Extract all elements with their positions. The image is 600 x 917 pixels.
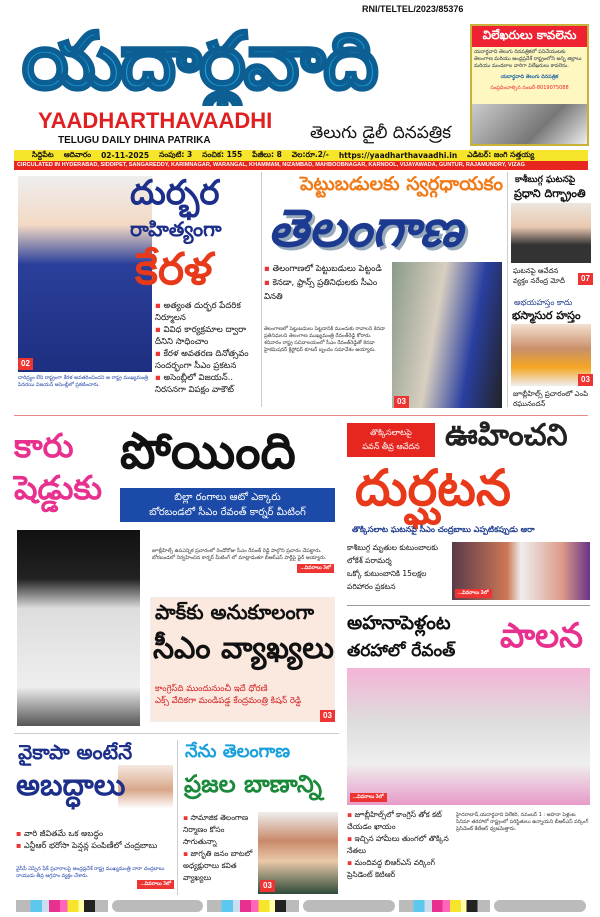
banner-line: బోరబండలో సీఎం రేవంత్ కార్నర్ మీటింగ్ — [149, 507, 306, 518]
grey-bar — [494, 900, 586, 912]
kavitha-bullets — [183, 812, 255, 884]
right-h1a: కాశీబుగ్గ ఘటనపై — [515, 175, 576, 185]
kavitha-headline-1: నేను తెలంగాణ — [185, 741, 291, 762]
bullet: ▪ తెలంగాణలో పెట్టుబడులు పెట్టండి — [264, 262, 388, 276]
ycp-headline-1: వైకాపా అంటేనే — [18, 740, 133, 764]
telangana-kicker: పెట్టుబడులకు స్వర్గధాయకం — [300, 173, 504, 195]
ycp-headline-2: అబద్ధాలు — [16, 768, 126, 803]
more-link[interactable]: ...వివరాలు 3లో — [455, 589, 492, 598]
bullet: ▪ జాగృతి జనం బాటలో అధ్యక్షురాలు కవిత వ్యాఖ్యలు — [183, 848, 255, 884]
volume: సంపుటి: 3 — [159, 150, 193, 159]
rule-headline-1: అహనాపెళ్లంట — [347, 612, 451, 634]
banner-line: బిల్లా రంగాలు ఆటో ఎక్కారు — [174, 492, 281, 503]
tragedy-tag — [347, 423, 435, 457]
place: సిద్దిపేట — [32, 150, 54, 159]
bullet: ఒక్కో కుటుంబానికి 15లక్షల పరిహారం ప్రకటన — [347, 569, 427, 591]
page-ref: 03 — [260, 880, 275, 892]
ad-photo — [472, 104, 587, 144]
divider — [14, 733, 339, 734]
car-headline-left: కారు షెడ్డుకు — [14, 426, 103, 507]
rule-bullets — [347, 809, 451, 881]
day: ఆదివారం — [63, 150, 92, 159]
bullet: ▪ అత్యంత దుర్భర పేదరిక నిర్మూలన — [155, 300, 259, 324]
info-bar — [14, 150, 588, 161]
bullet: ▪ ఎన్టీఆర్ భరోసా పెన్షన్ల పంపిణీలో చంద్రబాబు — [16, 840, 174, 852]
kerala-headline-3: కేరళ — [135, 244, 213, 295]
tragedy-headline-2: దుర్ఘటన — [355, 459, 511, 517]
color-bar — [16, 900, 108, 912]
more-link[interactable]: ...వివరాలు 3లో — [350, 793, 387, 802]
pm-photo — [511, 203, 591, 263]
kerala-headline-1: దుర్భర — [130, 173, 220, 213]
rni-number: RNI/TELTEL/2023/85376 — [362, 4, 464, 14]
brand-name: YAADHARTHAVAADHI — [38, 108, 273, 133]
right-h1b: ప్రధాని దిగ్భ్రాంతి — [514, 187, 586, 200]
website-link[interactable]: https://yaadharthavaadhi.in — [338, 151, 458, 160]
color-bar — [399, 900, 491, 912]
pak-bullets — [155, 683, 318, 707]
right-bullet-1: ఘటనపై ఆవేదన వ్యక్తం నరేంద్ర మోదీ — [513, 267, 565, 285]
price: వెల:రూ.2/- — [291, 150, 329, 159]
kavitha-headline-2: ప్రజల బాణాన్ని — [184, 770, 322, 798]
ycp-article — [16, 866, 174, 889]
car-headline: పోయింది — [120, 422, 296, 480]
bullet: ▪ సామాజిక తెలంగాణ నిర్మాణం కోసం సాగుతున్నా — [183, 812, 255, 848]
print-color-bars — [16, 900, 586, 912]
rally-photo — [17, 530, 140, 726]
ycp-body: వైసీపీ చెప్పిన ఫేక్ ప్రచారాలపై ఆంధ్రప్రదేశ్ రాష్ట్ర ముఖ్యమంత్రి నారా చంద్రబాబు నాయుడు తీవ్ర ఆగ్రహం వ్యక్తం చేశారు. — [16, 866, 165, 879]
bullet: ▪ వివిధ కార్యక్రమాల ద్వారా దీనిని సాధించాం — [155, 324, 259, 348]
section-divider — [14, 415, 588, 416]
ad-body: యదార్థవాది తెలుగు దినపత్రికలో పనిచేయుటకు తెలంగాణ మరియు ఆంధ్రప్రదేశ్ రాష్ట్రంలోని అన్ని జిల్లాలు మరియు మండలాల వారిగా విలేఖరులు కావలెను. — [474, 49, 582, 69]
bullet: ▪ జూబ్లీహిల్స్‌లో కాంగ్రెస్ తోక కట్ చేయడం ఖాయం — [347, 809, 451, 833]
date: 02-11-2025 — [101, 151, 150, 160]
kerala-bullets — [155, 300, 259, 396]
telangana-bullets — [264, 262, 388, 304]
ad-sign: యదార్థవాది తెలుగు దినపత్రిక — [500, 74, 559, 80]
right-h2a: అభయహస్తం కాదు — [514, 298, 573, 307]
telangana-body: తెలంగాణలో పెట్టుబడులు పెట్టడానికి ముందుకు రావాలని కెనడా ప్రతినిధులని తెలంగాణ ముఖ్యమంత్రి రేవంత్‌రెడ్డి కోరారు. శనివారం రాష్ట్ర సచివాలయంలో సీఎం రేవంత్‌రెడ్డితో కెనడా హైకమిషనర్ క్రిస్టోఫర్ కూటర్ బృందం సమావేశం అయ్యారు. — [264, 326, 386, 353]
tag-line: పవన్ తీవ్ర ఆవేదన — [362, 442, 420, 451]
rule-headline-2: తరహాలో రేవంత్ — [347, 641, 456, 661]
tragedy-subhead: తొక్కిసలాట ఘటనపై సీఎం చంద్రబాబు ఎప్పటికప్పుడు ఆరా — [352, 525, 535, 534]
issue: సంచిక: 155 — [202, 150, 243, 159]
bullet: ▪ కెనడా, ఫ్రాన్స్ ప్రతినిధులకు సీఎం వినతి — [264, 276, 388, 304]
cm-meeting-photo — [392, 262, 502, 408]
bullet: ▪ అసెంబ్లీలో విజయన్.. నిరసనగా విపక్షం వాకౌట్ — [155, 372, 259, 396]
tragedy-headline-1: ఊహించని — [445, 418, 568, 453]
ycp-bullets — [16, 828, 174, 852]
grey-bar — [303, 900, 395, 912]
bullet: ▪ వారి జీవితమే ఒక అబద్ధం — [16, 828, 174, 840]
bullet: ఎక్స్ వేదికగా మండిపడ్డ కేంద్రమంత్రి కిషన్ రెడ్డి — [155, 696, 302, 706]
tragedy-bullets — [347, 541, 447, 593]
circulation-bar: CIRCULATED IN HYDERABAD, SIDDIPET, SANGAREDDY, KARIMNAGAR, WARANGAL, KHAMMAM, NIZAMBAD, MAHBOOBNAGAR, KARNOOL, VIJAYAWADA, GUNTUR, RAJAMUNDRY, VIZAG — [14, 161, 588, 170]
divider — [177, 740, 178, 895]
ktr-photo — [347, 668, 590, 805]
newspaper-logo: యదార్థవాది — [22, 18, 377, 106]
bullet: ▪ కేరళ అవతరణ దినోత్సవం సందర్భంగా సీఎం ప్రకటన — [155, 348, 259, 372]
telangana-headline: తెలంగాణ — [268, 199, 463, 259]
rule-headline-3: పాలన — [500, 616, 584, 656]
pak-headline-1: పాక్‌కు అనుకూలంగా — [155, 600, 315, 624]
right-bullet-2: జూబ్లీహిల్స్ ప్రచారంలో ఎంపి రఘునందన్ — [513, 390, 589, 408]
bullet: ▪ మందివద్ద బిఆర్ఎస్ వర్కింగ్ ప్రెసిడెంట్ కెటిఆర్ — [347, 857, 451, 881]
page-ref: 07 — [578, 273, 593, 285]
reporters-wanted-ad — [470, 24, 589, 146]
rule-body: హైదరాబాద్,యదార్థవాది విలేకరి, నవంబర్ 1 : అహనా పెళ్లంట సినిమా తరహాలో రాష్ట్రంలో పరిస్థితులు ఉన్నాయని బీఆర్ఎస్ వర్కింగ్ ప్రెసిడెంట్ కేటీఆర్ ధ్వజమెత్తారు. — [456, 812, 589, 832]
pages: పేజీలు: 8 — [252, 150, 282, 159]
car-banner — [120, 488, 335, 522]
editor: ఎడిటర్: జంగి సత్తయ్య — [467, 150, 535, 159]
ad-title: విలేఖరులు కావలెను — [472, 26, 587, 47]
page-ref: 02 — [18, 358, 33, 370]
grey-bar — [112, 900, 204, 912]
kerala-caption: దారిద్ర్యం లేని రాష్ట్రంగా కేరళ అవతరించిందని ఆ రాష్ట్ర ముఖ్యమంత్రి పినరయి విజయన్ అసెంబ్లీలో ప్రకటించారు. — [18, 375, 149, 388]
color-bar — [207, 900, 299, 912]
kerala-headline-2: రాహిత్యంగా — [130, 217, 222, 241]
tag-line: తొక్కిసలాటపై — [370, 428, 412, 437]
bullet: ▪ ఇచ్చిన హామీలు తుంగలో తొక్కిన నేతలు — [347, 833, 451, 857]
page-ref: 03 — [578, 374, 593, 386]
divider — [347, 605, 590, 606]
brand-subtitle: TELUGU DAILY DHINA PATRIKA — [58, 135, 211, 146]
more-link[interactable]: ...వివరాలు 3లో — [297, 564, 334, 573]
car-article — [152, 548, 334, 573]
page-ref: 03 — [320, 710, 335, 722]
bullet: కాశీబుగ్గ మృతుల కుటుంబాలకు లోకేశ్ పరామర్శ — [347, 543, 438, 565]
car-body: జూబ్లీహిల్స్ ఉపఎన్నిక ప్రచారంలో రెండోరోజు సీఎం రేవంత్ రెడ్డి పాల్గొని ప్రచారం చేపట్టారు. బోరబండలో నిర్వహించిన కార్నర్ మీటింగ్ లో మాట్లాడుతూ బీఆర్ఎస్ పార్టీపై ఫైర్ అయ్యారు. — [152, 548, 327, 561]
bullet: కాంగ్రెస్‌ది ముందునుంచీ ఇదే ధోరణి — [155, 684, 268, 694]
ad-contact: సంప్రదించాల్సిన నంబర్-8019075088 — [490, 85, 569, 91]
cbn-photo — [118, 765, 173, 827]
divider — [507, 172, 508, 407]
pak-headline-2: సీఎం వ్యాఖ్యలు — [153, 631, 334, 666]
right-h2b: భస్మాసుర హస్తం — [512, 309, 581, 322]
tagline: తెలుగు డైలీ దినపత్రిక — [310, 123, 451, 143]
divider — [261, 172, 262, 407]
page-ref: 03 — [394, 396, 409, 408]
more-link[interactable]: ...వివరాలు 3లో — [137, 880, 174, 889]
